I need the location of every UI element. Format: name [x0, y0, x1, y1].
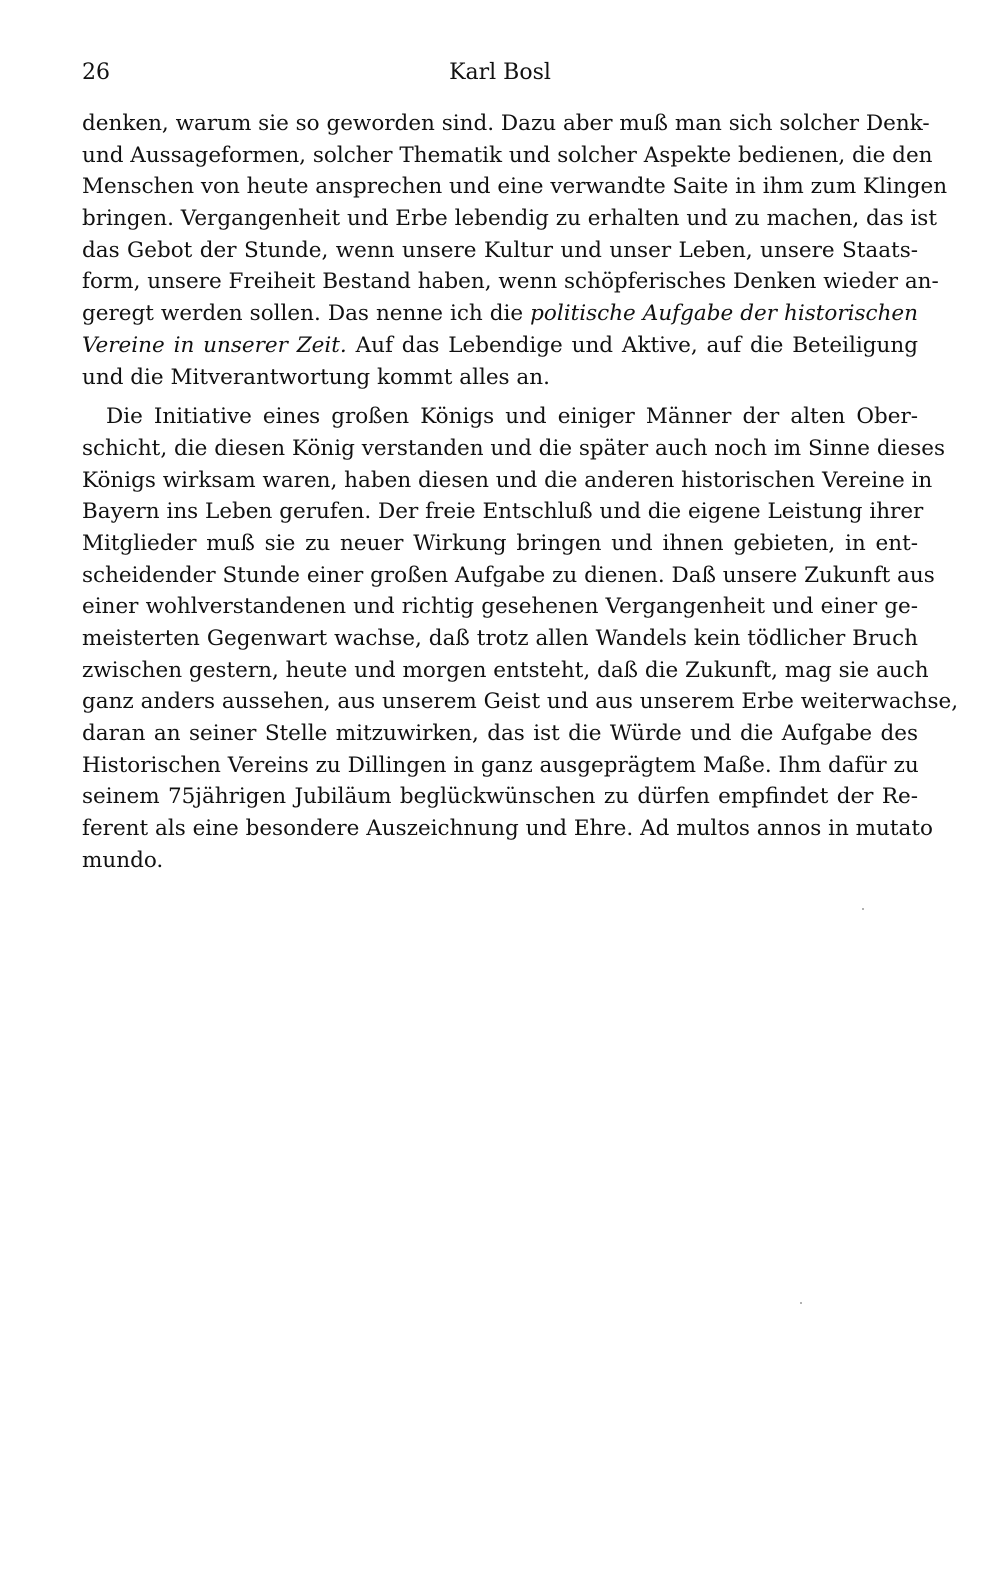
text-line: zwischen gestern, heute und morgen entsteht, daß die Zukunft, mag sie auch — [82, 657, 929, 683]
emphasized-phrase: Vereine in unserer Zeit. — [82, 332, 347, 358]
text-line: schicht, die diesen König verstanden und die später auch noch im Sinne dieses — [82, 435, 945, 461]
text-line: bringen. Vergangenheit und Erbe lebendig zu erhalten und zu machen, das ist — [82, 206, 937, 232]
paragraph-2 — [82, 401, 959, 876]
text-line: mundo. — [82, 847, 164, 873]
text-line: denken, warum sie so geworden sind. Dazu aber muß man sich solcher Denk- — [82, 111, 930, 136]
text-line: einer wohlverstandenen und richtig gesehenen Vergangenheit und einer ge- — [82, 594, 918, 620]
text-line-with-emphasis — [82, 330, 918, 362]
text-line: Königs wirksam waren, haben diesen und die anderen historischen Vereine in — [82, 467, 933, 493]
text-line: Bayern ins Leben gerufen. Der freie Entschluß und die eigene Leistung ihrer — [82, 499, 924, 525]
text-line: daran an seiner Stelle mitzuwirken, das ist die Würde und die Aufgabe des — [82, 721, 918, 747]
text-line: seinem 75jährigen Jubiläum beglückwünschen zu dürfen empfindet der Re- — [82, 784, 918, 810]
text-line: meisterten Gegenwart wachse, daß trotz allen Wandels kein tödlicher Bruch — [82, 626, 918, 651]
running-title-author: Karl Bosl — [449, 60, 551, 85]
text-line: Mitglieder muß sie zu neuer Wirkung bringen und ihnen gebieten, in ent- — [82, 530, 918, 556]
text-line: form, unsere Freiheit Bestand haben, wenn schöpferisches Denken wieder an- — [82, 269, 939, 295]
text-run: Auf das Lebendige und Aktive, auf die Beteiligung — [346, 332, 918, 358]
text-line: ferent als eine besondere Auszeichnung und Ehre. Ad multos annos in mutato — [82, 816, 933, 842]
text-line-with-emphasis — [82, 298, 918, 330]
text-run: geregt werden sollen. Das nenne ich die — [82, 301, 531, 327]
scan-speck — [800, 1302, 802, 1304]
paragraph-gap — [82, 393, 918, 401]
body-text — [82, 108, 959, 877]
text-line: das Gebot der Stunde, wenn unsere Kultur und unser Leben, unsere Staats- — [82, 237, 918, 263]
text-line: Menschen von heute ansprechen und eine verwandte Saite in ihm zum Klingen — [82, 174, 948, 200]
text-line: ganz anders aussehen, aus unserem Geist und aus unserem Erbe weiterwachse, — [82, 689, 959, 715]
text-line: scheidender Stunde einer großen Aufgabe zu dienen. Daß unsere Zukunft aus — [82, 562, 935, 588]
scan-speck — [862, 908, 864, 910]
page-number: 26 — [82, 60, 110, 85]
paragraph-1 — [82, 108, 948, 393]
text-line: und die Mitverantwortung kommt alles an. — [82, 364, 550, 390]
emphasized-phrase: politische Aufgabe der historischen — [530, 301, 919, 327]
text-line: Die Initiative eines großen Königs und einiger Männer der alten Ober- — [106, 404, 918, 430]
running-head — [82, 58, 918, 88]
text-line: und Aussageformen, solcher Thematik und solcher Aspekte bedienen, die den — [82, 142, 933, 168]
text-line: Historischen Vereins zu Dillingen in ganz ausgeprägtem Maße. Ihm dafür zu — [82, 752, 919, 778]
